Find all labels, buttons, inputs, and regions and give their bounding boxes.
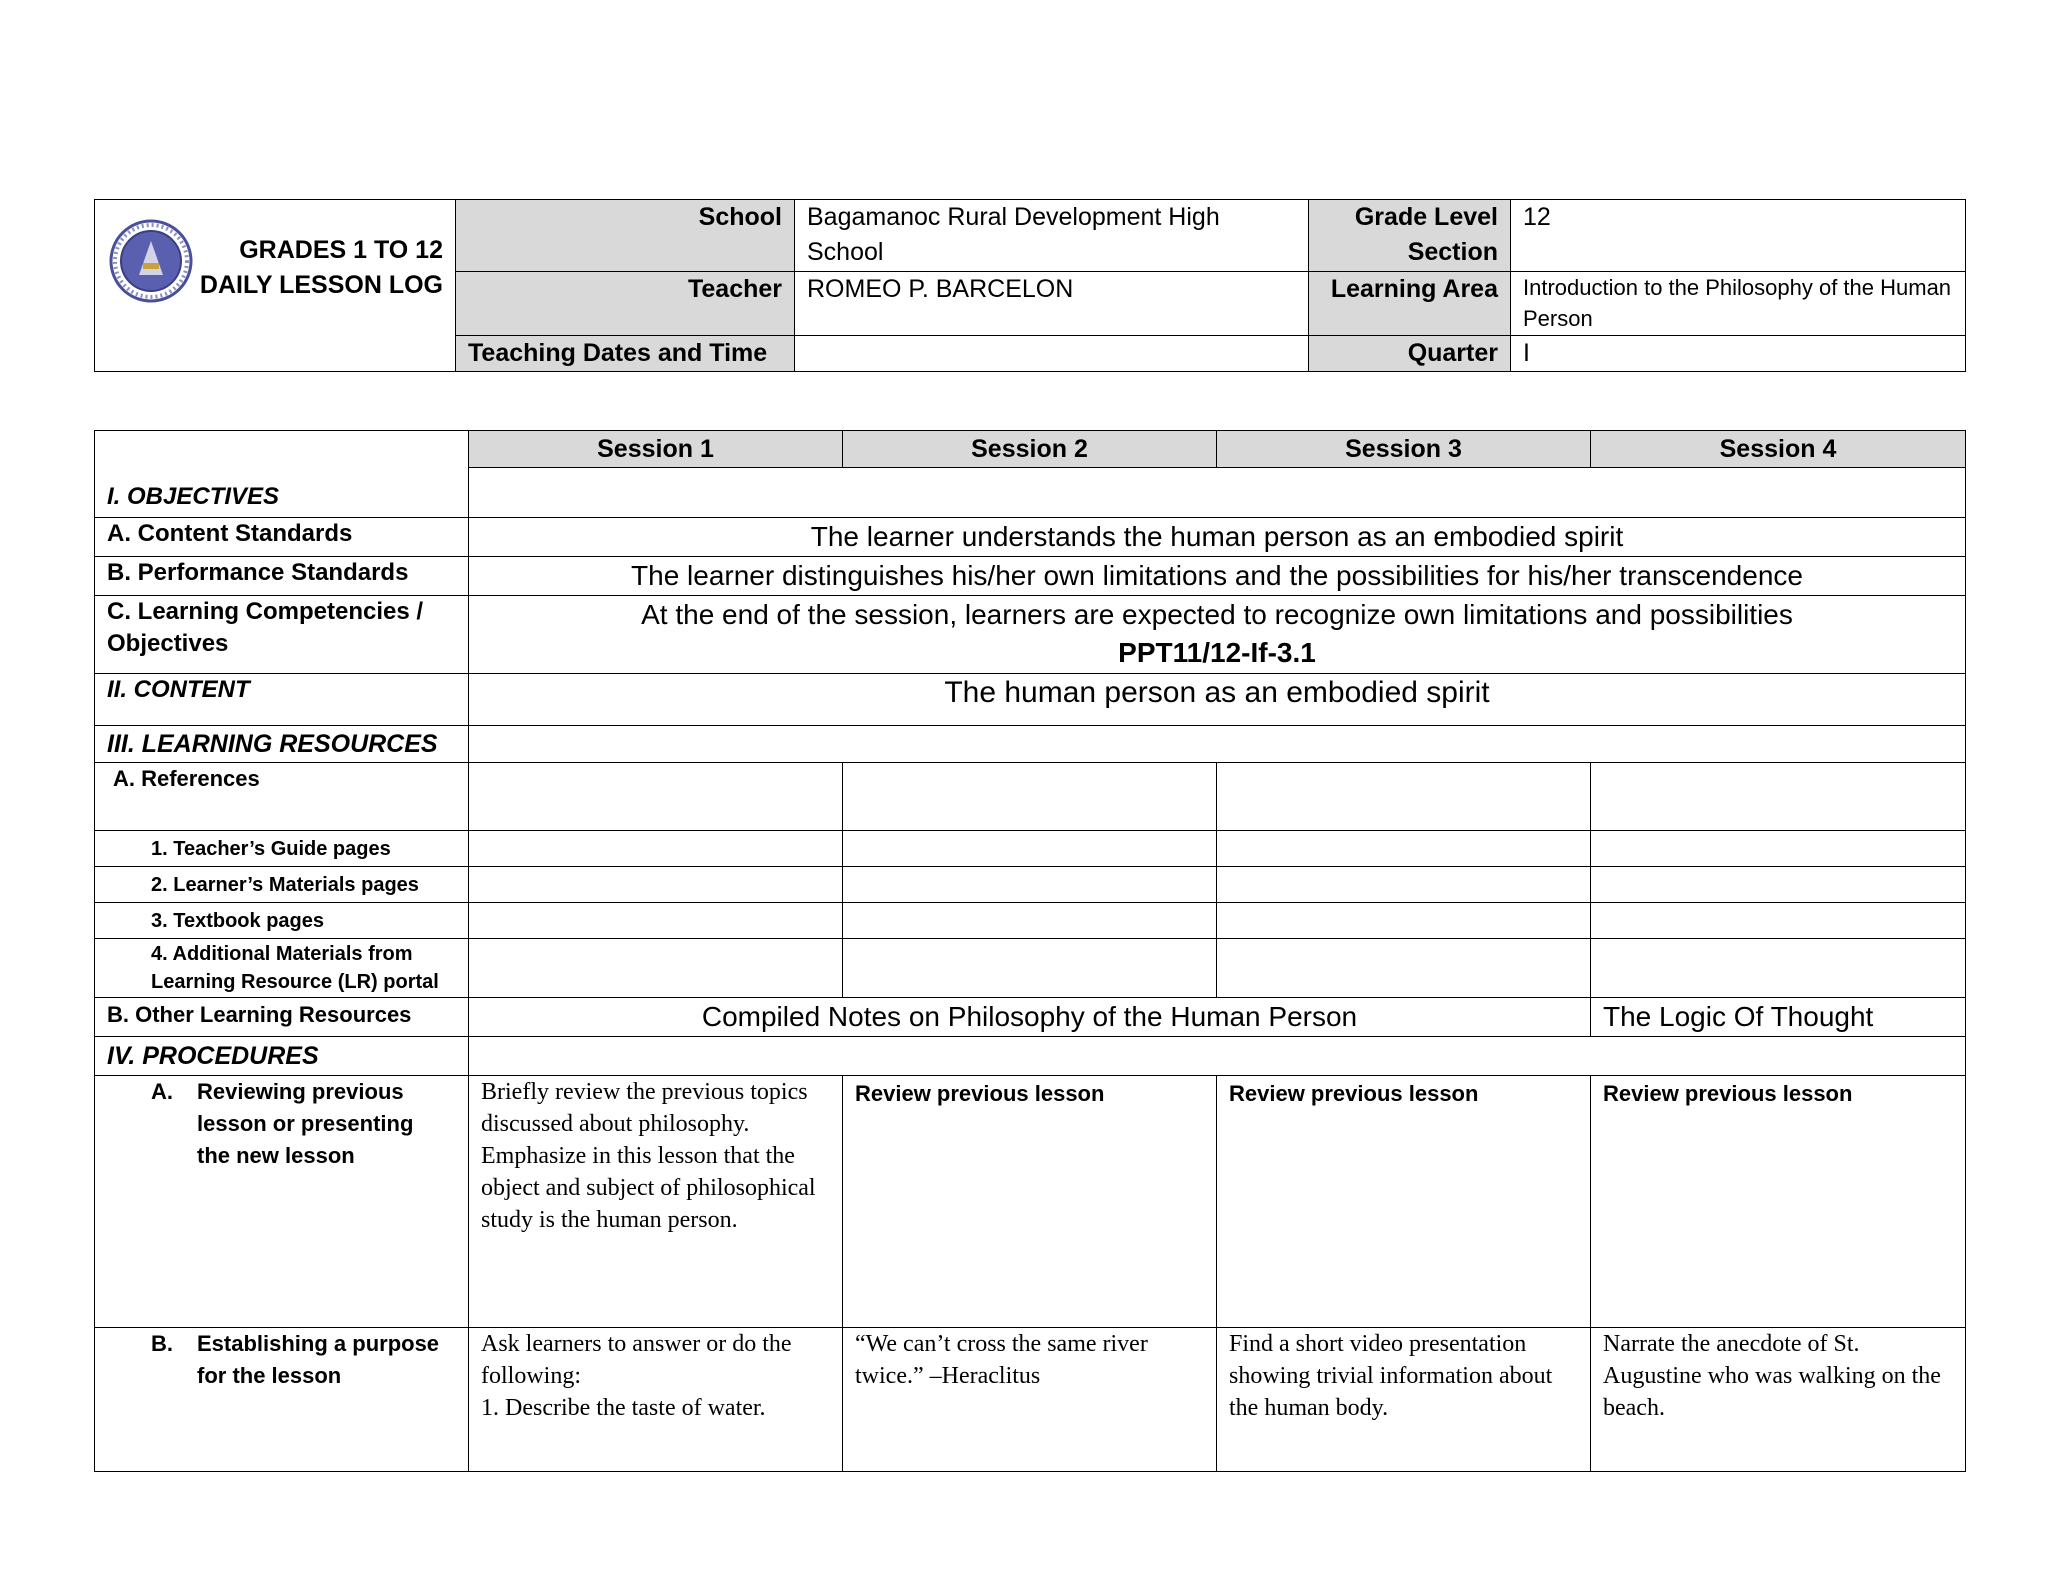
teachers-guide-label: 1. Teacher’s Guide pages [95, 831, 469, 867]
teacher-value: ROMEO P. BARCELON [795, 272, 1309, 336]
procedure-a-label [95, 1076, 469, 1328]
tb-s2 [843, 903, 1217, 939]
competencies-value: At the end of the session, learners are expected to recognize own limitations and possibilities [641, 599, 1793, 630]
performance-standards-value: The learner distinguishes his/her own limitations and the possibilities for his/her transcendence [469, 557, 1966, 596]
resources-blank [469, 726, 1966, 763]
school-value: Bagamanoc Rural Development High School [795, 200, 1309, 272]
procedure-a-s1: Briefly review the previous topics discussed about philosophy. Emphasize in this lesson that the object and subject of philosophical study is the human person. [469, 1076, 843, 1328]
references-s3 [1217, 763, 1591, 831]
content-heading: II. CONTENT [95, 674, 469, 726]
content-standards-label: A. Content Standards [95, 518, 469, 557]
tg-s2 [843, 831, 1217, 867]
tg-s3 [1217, 831, 1591, 867]
am-s1 [469, 939, 843, 998]
textbook-label: 3. Textbook pages [95, 903, 469, 939]
tg-s1 [469, 831, 843, 867]
am-s2 [843, 939, 1217, 998]
am-s3 [1217, 939, 1591, 998]
session-header-4: Session 4 [1591, 431, 1966, 468]
competencies-code: PPT11/12-If-3.1 [1118, 637, 1316, 668]
session-header-1: Session 1 [469, 431, 843, 468]
objectives-heading: I. OBJECTIVES [95, 431, 469, 518]
lesson-log-table [94, 430, 1966, 1472]
lm-s1 [469, 867, 843, 903]
learners-materials-label: 2. Learner’s Materials pages [95, 867, 469, 903]
additional-materials-label: 4. Additional Materials from Learning Resource (LR) portal [95, 939, 469, 998]
procedure-a-s4: Review previous lesson [1591, 1076, 1966, 1328]
procedure-a-s2: Review previous lesson [843, 1076, 1217, 1328]
grade-level-value: 12 [1511, 200, 1966, 272]
lm-s4 [1591, 867, 1966, 903]
header-logo-cell [95, 200, 456, 372]
quarter-label: Quarter [1309, 336, 1511, 372]
resources-heading: III. LEARNING RESOURCES [95, 726, 469, 763]
procedure-b-s1-line2: 1. Describe the taste of water. [481, 1395, 766, 1421]
procedure-b-letter: B. [151, 1331, 173, 1356]
tb-s4 [1591, 903, 1966, 939]
references-s2 [843, 763, 1217, 831]
dll-title [200, 233, 443, 303]
session-header-3: Session 3 [1217, 431, 1591, 468]
procedure-b-s1 [469, 1328, 843, 1472]
references-s4 [1591, 763, 1966, 831]
grade-level-section-label [1309, 200, 1511, 272]
learning-area-value: Introduction to the Philosophy of the Human Person [1511, 272, 1966, 336]
dll-title-line1: GRADES 1 TO 12 [239, 236, 443, 264]
competencies-cell [469, 596, 1966, 674]
procedure-b-s3: Find a short video presentation showing trivial information about the human body. [1217, 1328, 1591, 1472]
objectives-blank [469, 468, 1966, 518]
content-standards-value: The learner understands the human person as an embodied spirit [469, 518, 1966, 557]
references-label: A. References [95, 763, 469, 831]
learning-area-label: Learning Area [1309, 272, 1511, 336]
procedure-b-text: Establishing a purpose for the lesson [197, 1331, 440, 1388]
teacher-label: Teacher [456, 272, 795, 336]
quarter-value: I [1511, 336, 1966, 372]
tb-s3 [1217, 903, 1591, 939]
procedure-a-text: Reviewing previous lesson or presenting the new lesson [197, 1079, 414, 1168]
dll-title-line2: DAILY LESSON LOG [199, 271, 443, 299]
procedure-b-label [95, 1328, 469, 1472]
grade-level-label: Grade Level [1354, 203, 1498, 231]
procedure-b-s4: Narrate the anecdote of St. Augustine who was walking on the beach. [1591, 1328, 1966, 1472]
section-label: Section [1407, 238, 1498, 266]
content-value: The human person as an embodied spirit [469, 674, 1966, 726]
other-resources-s1-s3: Compiled Notes on Philosophy of the Human Person [469, 998, 1591, 1037]
tb-s1 [469, 903, 843, 939]
deped-seal-icon [109, 219, 193, 303]
other-resources-s4: The Logic Of Thought [1591, 998, 1966, 1037]
am-s4 [1591, 939, 1966, 998]
other-resources-label: B. Other Learning Resources [95, 998, 469, 1037]
school-label: School [456, 200, 795, 272]
tg-s4 [1591, 831, 1966, 867]
dates-value [795, 336, 1309, 372]
session-header-2: Session 2 [843, 431, 1217, 468]
references-s1 [469, 763, 843, 831]
lm-s3 [1217, 867, 1591, 903]
lm-s2 [843, 867, 1217, 903]
competencies-label: C. Learning Competencies / Objectives [95, 596, 469, 674]
header-table [94, 199, 1966, 372]
procedures-heading: IV. PROCEDURES [95, 1037, 469, 1076]
performance-standards-label: B. Performance Standards [95, 557, 469, 596]
dates-label: Teaching Dates and Time [456, 336, 795, 372]
procedure-b-s1-line1: Ask learners to answer or do the following: [481, 1331, 792, 1389]
procedure-a-s3: Review previous lesson [1217, 1076, 1591, 1328]
procedure-a-letter: A. [151, 1079, 173, 1104]
procedures-blank [469, 1037, 1966, 1076]
procedure-b-s2: “We can’t cross the same river twice.” –Heraclitus [843, 1328, 1217, 1472]
